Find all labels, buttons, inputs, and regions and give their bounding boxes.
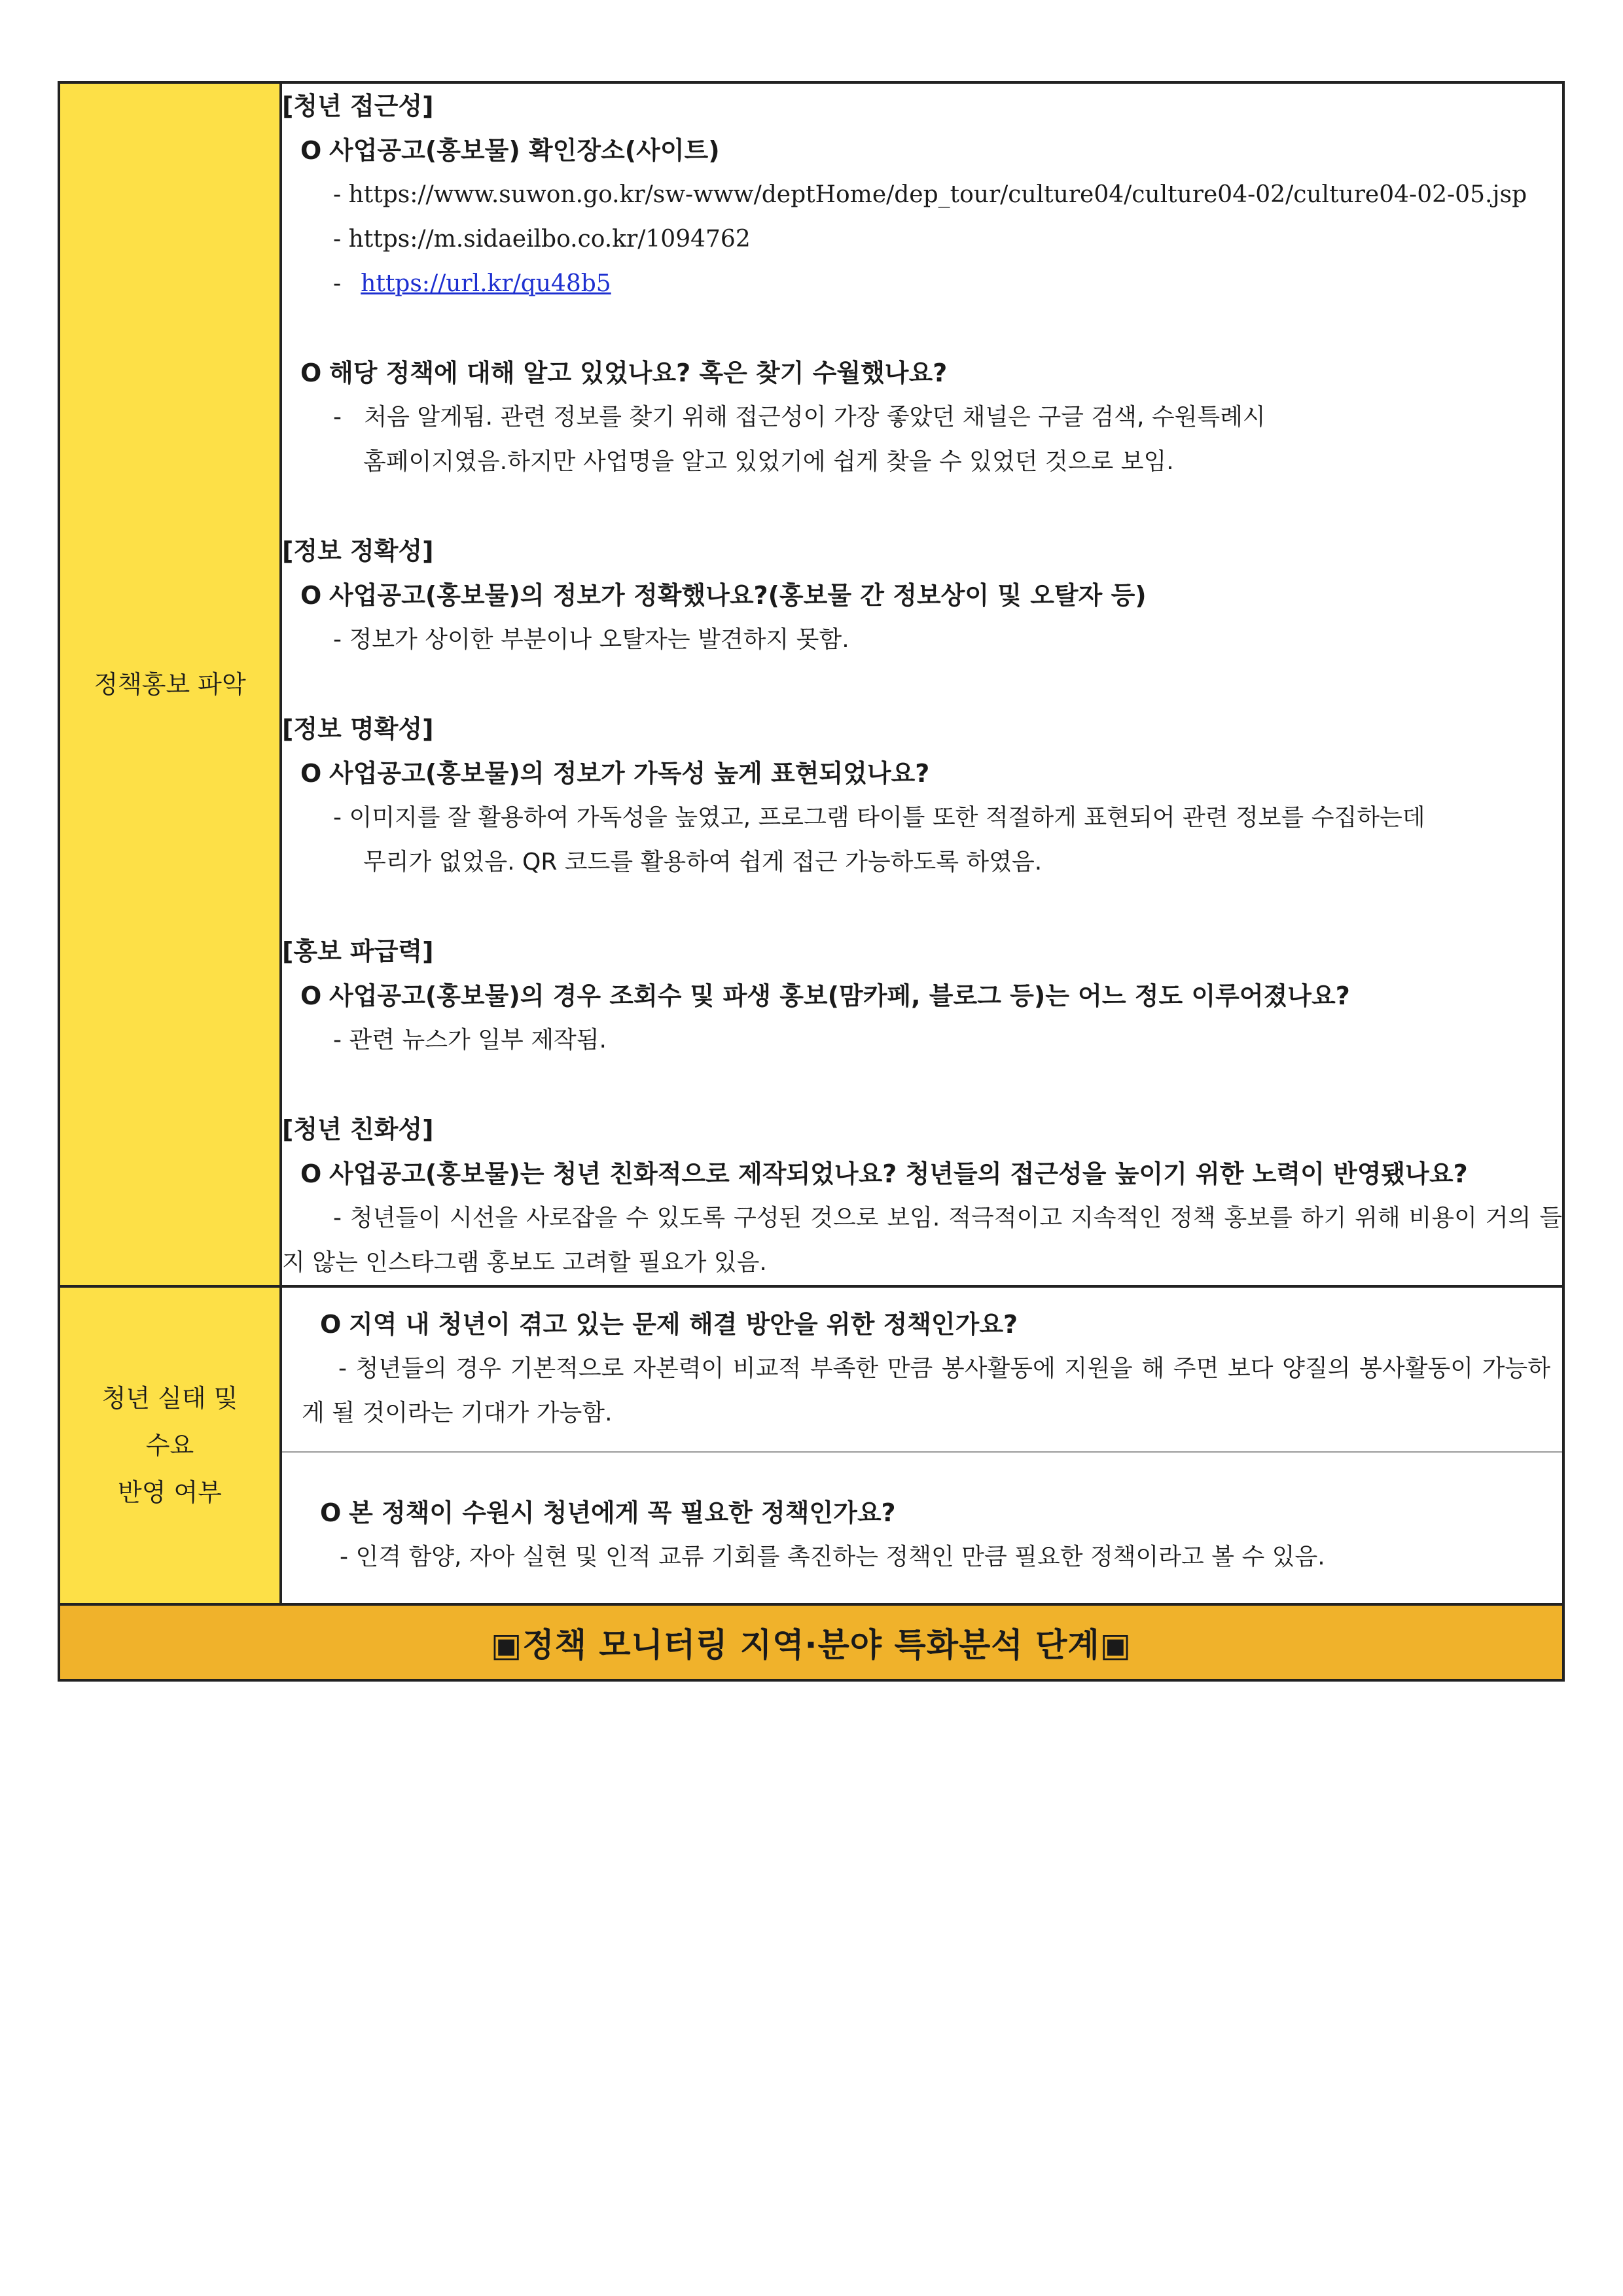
section-title-clarity: [정보 명확성] — [282, 715, 434, 743]
row-policy-promotion — [59, 82, 1563, 1286]
youth-problem-content — [281, 1286, 1563, 1452]
circle-bullet-icon: O — [300, 981, 322, 1010]
section-title-access: [청년 접근성] — [282, 92, 434, 120]
circle-bullet-icon: O — [320, 1310, 342, 1339]
question-spread: O 사업공고(홍보물)의 경우 조회수 및 파생 홍보(맘카페, 블로그 등)는 어느 정도 이루어졌나요? — [282, 974, 1562, 1018]
url-item: - https://www.suwon.go.kr/sw-www/deptHome/dep_tour/culture04/culture04-02/culture04-02-05.jsp — [333, 181, 1527, 208]
circle-bullet-icon: O — [300, 1159, 322, 1188]
question-accuracy: O 사업공고(홍보물)의 정보가 정확했나요?(홍보물 간 정보상이 및 오탈자 등) — [282, 573, 1562, 618]
row-youth-needs — [59, 1286, 1563, 1452]
row-label-policy-promotion — [59, 82, 281, 1286]
question-necessity: O 본 정책이 수원시 청년에게 꼭 필요한 정책인가요? — [302, 1491, 1550, 1535]
question-awareness: O 해당 정책에 대해 알고 있었나요? 혹은 찾기 수월했나요? — [282, 351, 1562, 395]
stage-banner: ▣정책 모니터링 지역·분야 특화분석 단계▣ — [59, 1604, 1563, 1680]
section-title-friendly: [청년 친화성] — [282, 1115, 434, 1144]
url-item: - https://url.kr/qu48b5 — [333, 270, 611, 297]
section-title-spread: [홍보 파급력] — [282, 937, 434, 966]
row-label-youth-needs: 청년 실태 및 수요 반영 여부 — [59, 1286, 281, 1604]
question-clarity: O 사업공고(홍보물)의 정보가 가독성 높게 표현되었나요? — [282, 751, 1562, 796]
answer-friendly: - 청년들이 시선을 사로잡을 수 있도록 구성된 것으로 보임. 적극적이고 지속적인 정책 홍보를 하기 위해 비용이 거의 들지 않는 인스타그램 홍보도 고려할 필요가 있음. — [282, 1205, 1562, 1276]
circle-bullet-icon: O — [320, 1498, 342, 1527]
policy-promotion-content — [281, 82, 1563, 1286]
section-title-accuracy: [정보 정확성] — [282, 537, 434, 565]
answer-clarity-cont: 무리가 없었음. QR 코드를 활용하여 쉽게 접근 가능하도록 하였음. — [363, 849, 1043, 875]
question-youth-problem: O 지역 내 청년이 겪고 있는 문제 해결 방안을 위한 정책인가요? — [302, 1302, 1550, 1347]
answer-accuracy: - 정보가 상이한 부분이나 오탈자는 발견하지 못함. — [333, 626, 849, 653]
answer-clarity: - 이미지를 잘 활용하여 가독성을 높였고, 프로그램 타이틀 또한 적절하게 표현되어 관련 정보를 수집하는데 — [333, 804, 1425, 831]
monitoring-table — [58, 81, 1565, 1682]
answer-spread: - 관련 뉴스가 일부 제작됨. — [333, 1027, 607, 1053]
circle-bullet-icon: O — [300, 759, 322, 788]
url-item: - https://m.sidaeilbo.co.kr/1094762 — [333, 226, 751, 253]
url-text: https://m.sidaeilbo.co.kr/1094762 — [348, 226, 751, 253]
row-youth-needs-2 — [59, 1452, 1563, 1604]
row-banner — [59, 1604, 1563, 1680]
question-friendly: O 사업공고(홍보물)는 청년 친화적으로 제작되었나요? 청년들의 접근성을 높이기 위한 노력이 반영됐나요? — [282, 1152, 1562, 1196]
answer-awareness: - 처음 알게됨. 관련 정보를 찾기 위해 접근성이 가장 좋았던 채널은 구글 검색, 수원특례시 — [333, 404, 1266, 431]
circle-bullet-icon: O — [300, 136, 322, 165]
question-access-sites: O 사업공고(홍보물) 확인장소(사이트) — [282, 128, 1562, 173]
youth-necessity-content — [281, 1452, 1563, 1604]
row-label-text: 정책홍보 파악 — [94, 670, 246, 699]
short-url-link[interactable]: https://url.kr/qu48b5 — [361, 270, 611, 297]
circle-bullet-icon: O — [300, 359, 322, 387]
url-text: https://www.suwon.go.kr/sw-www/deptHome/dep_tour/culture04/culture04-02/culture04-02-05.jsp — [348, 181, 1527, 208]
answer-awareness-cont: 홈페이지였음.하지만 사업명을 알고 있었기에 쉽게 찾을 수 있었던 것으로 보임. — [363, 448, 1174, 475]
answer-necessity: - 인격 함양, 자아 실현 및 인적 교류 기회를 촉진하는 정책인 만큼 필요한 정책이라고 볼 수 있음. — [340, 1544, 1325, 1570]
circle-bullet-icon: O — [300, 581, 322, 610]
answer-youth-problem: - 청년들의 경우 기본적으로 자본력이 비교적 부족한 만큼 봉사활동에 지원을 해 주면 보다 양질의 봉사활동이 가능하게 될 것이라는 기대가 가능함. — [302, 1355, 1550, 1426]
